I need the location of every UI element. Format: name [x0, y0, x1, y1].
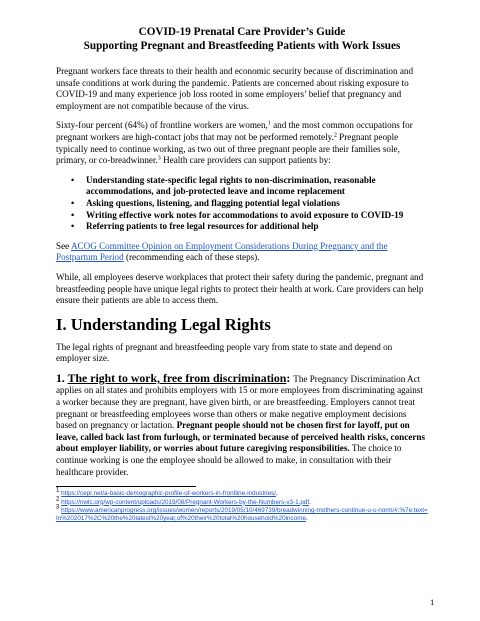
acog-pre: See: [56, 240, 71, 251]
list-item: • Referring patients to free legal resources for additional help: [86, 221, 428, 233]
choice-text: The choice to continue working is one the employee should be allowed to make, in consultation with their healthcare provider.: [56, 443, 402, 477]
title-line-2: Supporting Pregnant and Breastfeeding Patients with Work Issues: [83, 39, 401, 52]
document-title: [56, 26, 428, 53]
list-item: • Understanding state-specific legal rights to non-discrimination, reasonable accommodations, and job-protected leave and income replacement: [86, 175, 428, 198]
page-number: 1: [430, 597, 435, 607]
pda-text: The Pregnancy Discrimination Act applies on all states and prohibits employers with 15 or more employees from discriminating against a worker because they are pregnant, have given birth, or are breastfeeding. Employers cannot treat pregnant or breastfeeding employees worse than others or make negative employment decisions based on pregnancy or lactation.: [56, 373, 423, 431]
subsection-colon: :: [286, 370, 294, 385]
stat-text-a: Sixty-four percent (64%) of frontline workers are women,: [56, 120, 268, 131]
section-heading: I. Understanding Legal Rights: [56, 314, 271, 334]
list-item: • Asking questions, listening, and flagging potential legal violations: [86, 198, 428, 210]
footnote-ref-2[interactable]: 2: [333, 132, 337, 139]
rights-paragraph: While, all employees deserve workplaces that protect their safety during the pandemic, pregnant and breastfeeding people have unique legal rights to protect their health at work. Care providers can help ensure their patients are able to access them.: [56, 271, 424, 306]
acog-post: (recommending each of these steps).: [123, 252, 260, 263]
intro-paragraph: Pregnant workers face threats to their health and economic security because of discrimination and unsafe conditions at work during the pandemic. Patients are concerned about risking exposure to COVID-19 and many experience job loss rooted in some employers’ belief that pregnancy and employment are not compatible because of the virus.: [56, 66, 414, 111]
section-intro: The legal rights of pregnant and breastfeeding people vary from state to state and depend on employer size.: [56, 341, 393, 364]
footnote-number: 3: [56, 504, 60, 511]
acog-opinion-link[interactable]: ACOG Committee Opinion on Employment Considerations During Pregnancy and the Postpartum Period: [56, 240, 388, 263]
footnote-number: 2: [56, 496, 60, 503]
footnote-2: [56, 496, 428, 507]
subsection-heading: The right to work, free from discrimination: [67, 370, 287, 385]
footnote-ref-3[interactable]: 3: [157, 155, 161, 162]
footnote-end: .: [309, 498, 311, 506]
stat-text-b: and the most common occupations for pregnant workers are high-contact jobs that may not be performed remotely.: [56, 120, 413, 142]
footnote-divider: [56, 486, 196, 487]
acog-paragraph: [56, 241, 428, 264]
footnote-link[interactable]: https://www.americanprogress.org/issues/women/reports/2019/05/10/469739/breadwinning-mothers-continue-u-s-norm/#:%7e:text=In%202017%2C%20the%20latest%20year,of%20their%20total%20household%20income: [56, 506, 428, 523]
footnote-end: .: [275, 490, 278, 498]
support-steps-list: [56, 175, 428, 233]
footnote-3: [56, 504, 428, 524]
footnote-end: .: [305, 515, 308, 523]
layoff-bold-text: Pregnant people should not be chosen first for layoff, put on leave, called back last from furlough, or terminated because of perceived health risks, concerns about employer liability, or worries about future caregiving responsibilities.: [56, 420, 426, 454]
statistics-paragraph: [56, 120, 428, 166]
right-to-work-paragraph: [56, 370, 428, 478]
footnote-1: [56, 487, 428, 498]
footnote-link[interactable]: https://nwlc.org/wp-content/uploads/2019/08/Pregnant-Workers-by-the-Numbers-v3-1.pdf: [61, 498, 310, 506]
stat-text-d: Health care providers can support patients by:: [160, 155, 331, 166]
footnote-ref-1[interactable]: 1: [267, 120, 271, 127]
footnote-link[interactable]: https://cepr.net/a-basic-demographic-profile-of-workers-in-frontline-industries/: [61, 490, 276, 498]
stat-text-c: Pregnant people typically need to continue working, as two out of three pregnant people are their families sole, primary, or co-breadwinner.: [56, 131, 400, 166]
title-line-1: COVID-19 Prenatal Care Provider’s Guide: [138, 26, 346, 38]
list-item: • Writing effective work notes for accommodations to avoid exposure to COVID-19: [86, 210, 428, 222]
footnote-number: 1: [56, 487, 60, 494]
subsection-number: 1.: [56, 370, 68, 385]
document-page: [56, 26, 428, 523]
